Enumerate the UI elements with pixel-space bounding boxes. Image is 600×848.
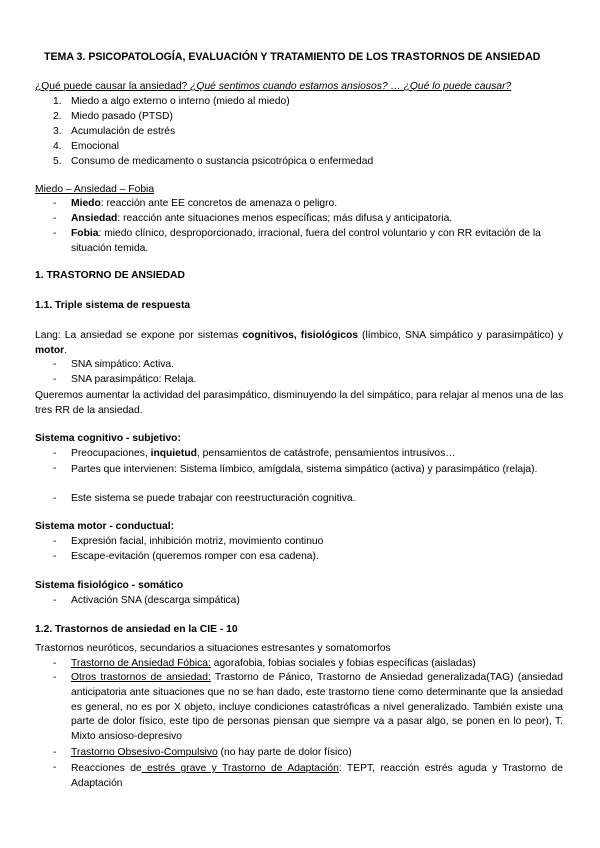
questions-line bbox=[35, 80, 511, 93]
bullet-dash: - bbox=[53, 448, 57, 459]
list-item bbox=[71, 212, 452, 225]
bullet-dash: - bbox=[53, 493, 57, 504]
list-item: Activación SNA (descarga simpática) bbox=[71, 595, 240, 606]
list-item: Acumulación de estrés bbox=[71, 126, 176, 137]
list-item: Partes que intervienen: Sistema límbico, amígdala, sistema simpático (activa) y parasimpático (relaja). bbox=[71, 464, 538, 475]
subsection-heading: 1.2. Trastornos de ansiedad en la CIE - 10 bbox=[35, 624, 238, 635]
term: Miedo bbox=[71, 198, 101, 209]
list-item: Consumo de medicamento o sustancia psicotrópica o enfermedad bbox=[71, 156, 374, 167]
list-number: 4. bbox=[53, 141, 62, 152]
list-item: SNA parasimpático: Relaja. bbox=[71, 374, 197, 385]
list-item: Preocupaciones, inquietud, pensamientos de catástrofe, pensamientos intrusivos… bbox=[71, 448, 456, 459]
document-title: TEMA 3. PSICOPATOLOGÍA, EVALUACIÓN Y TRATAMIENTO DE LOS TRASTORNOS DE ANSIEDAD bbox=[44, 51, 541, 63]
list-item: Miedo pasado (PTSD) bbox=[71, 111, 173, 122]
question-1: ¿Qué puede causar la ansiedad? bbox=[35, 81, 188, 92]
list-item: Otros trastornos de ansiedad: Trastorno de Pánico, Trastorno de Ansiedad generalizada(TAG) (ansiedad anticipatoria ante situaciones que no se han dado, este trastorno tiene como determinante que la ansiedad es general, no es por X objeto, incluye condiciones catastróficas a nivel generalizado. También existe una parte de dolor físico, este tipo de personas piensan que siempre va a pasar algo, se ponen en lo peor), T. Mixto ansioso-depresivo bbox=[71, 672, 564, 743]
definition: : miedo clínico, desproporcionado, irracional, fuera del control voluntario y con RR evitación de la situación temida. bbox=[71, 228, 541, 254]
section-heading: 1. TRASTORNO DE ANSIEDAD bbox=[35, 270, 185, 281]
cie-intro: Trastornos neuróticos, secundarios a situaciones estresantes y somatomorfos bbox=[35, 643, 391, 654]
list-item: Miedo a algo externo o interno (miedo al miedo) bbox=[71, 96, 290, 107]
subsection-heading: 1.1. Triple sistema de respuesta bbox=[35, 300, 191, 311]
list-number: 5. bbox=[53, 156, 62, 167]
bullet-dash: - bbox=[53, 762, 57, 773]
bullet-dash: - bbox=[53, 213, 57, 224]
list-item: Trastorno de Ansiedad Fóbica: agorafobia, fobias sociales y fobias específicas (aisladas) bbox=[71, 658, 476, 669]
bullet-dash: - bbox=[53, 228, 57, 239]
definition: : reacción ante EE concretos de amenaza o peligro. bbox=[100, 198, 338, 209]
bullet-dash: - bbox=[53, 595, 57, 606]
term: Fobia bbox=[71, 228, 99, 239]
list-item: SNA simpático: Activa. bbox=[71, 359, 175, 370]
bullet-dash: - bbox=[53, 463, 57, 474]
cognitive-heading: Sistema cognitivo - subjetivo: bbox=[35, 433, 181, 444]
list-number: 3. bbox=[53, 126, 62, 137]
bullet-dash: - bbox=[53, 374, 57, 385]
bullet-dash: - bbox=[53, 672, 57, 683]
list-item: Emocional bbox=[71, 141, 120, 152]
miedo-heading: Miedo – Ansiedad – Fobia bbox=[35, 184, 155, 195]
list-number: 2. bbox=[53, 111, 62, 122]
lang-paragraph: Lang: La ansiedad se expone por sistemas cognitivos, fisiológicos (límbico, SNA simpático y parasimpático) y motor. bbox=[35, 330, 563, 356]
bullet-dash: - bbox=[53, 536, 57, 547]
motor-heading: Sistema motor - conductual: bbox=[35, 521, 175, 532]
list-item bbox=[71, 197, 337, 210]
list-number: 1. bbox=[53, 96, 62, 107]
question-2: ¿Qué sentimos cuando estamos ansiosos? … ¿Qué lo puede causar? bbox=[187, 81, 512, 92]
bullet-dash: - bbox=[53, 658, 57, 669]
bullet-dash: - bbox=[53, 198, 57, 209]
definition: : reacción ante situaciones menos específicas; más difusa y anticipatoria. bbox=[117, 213, 453, 224]
list-item: Escape-evitación (queremos romper con esa cadena). bbox=[71, 551, 319, 562]
term: Ansiedad bbox=[71, 213, 118, 224]
bullet-dash: - bbox=[53, 747, 57, 758]
list-item: Reacciones de estrés grave y Trastorno de Adaptación: TEPT, reacción estrés aguda y Trastorno de Adaptación bbox=[71, 763, 563, 789]
list-item bbox=[71, 227, 563, 256]
bullet-dash: - bbox=[53, 359, 57, 370]
list-item: Expresión facial, inhibición motriz, movimiento continuo bbox=[71, 536, 324, 547]
bullet-dash: - bbox=[53, 551, 57, 562]
list-item: Trastorno Obsesivo-Compulsivo (no hay parte de dolor físico) bbox=[71, 747, 352, 758]
physiological-heading: Sistema fisiológico - somático bbox=[35, 580, 184, 591]
parasympathetic-paragraph: Queremos aumentar la actividad del parasimpático, disminuyendo la del simpático, para relajar al menos una de las tres RR de la ansiedad. bbox=[35, 390, 564, 416]
list-item: Este sistema se puede trabajar con reestructuración cognitiva. bbox=[71, 493, 356, 504]
